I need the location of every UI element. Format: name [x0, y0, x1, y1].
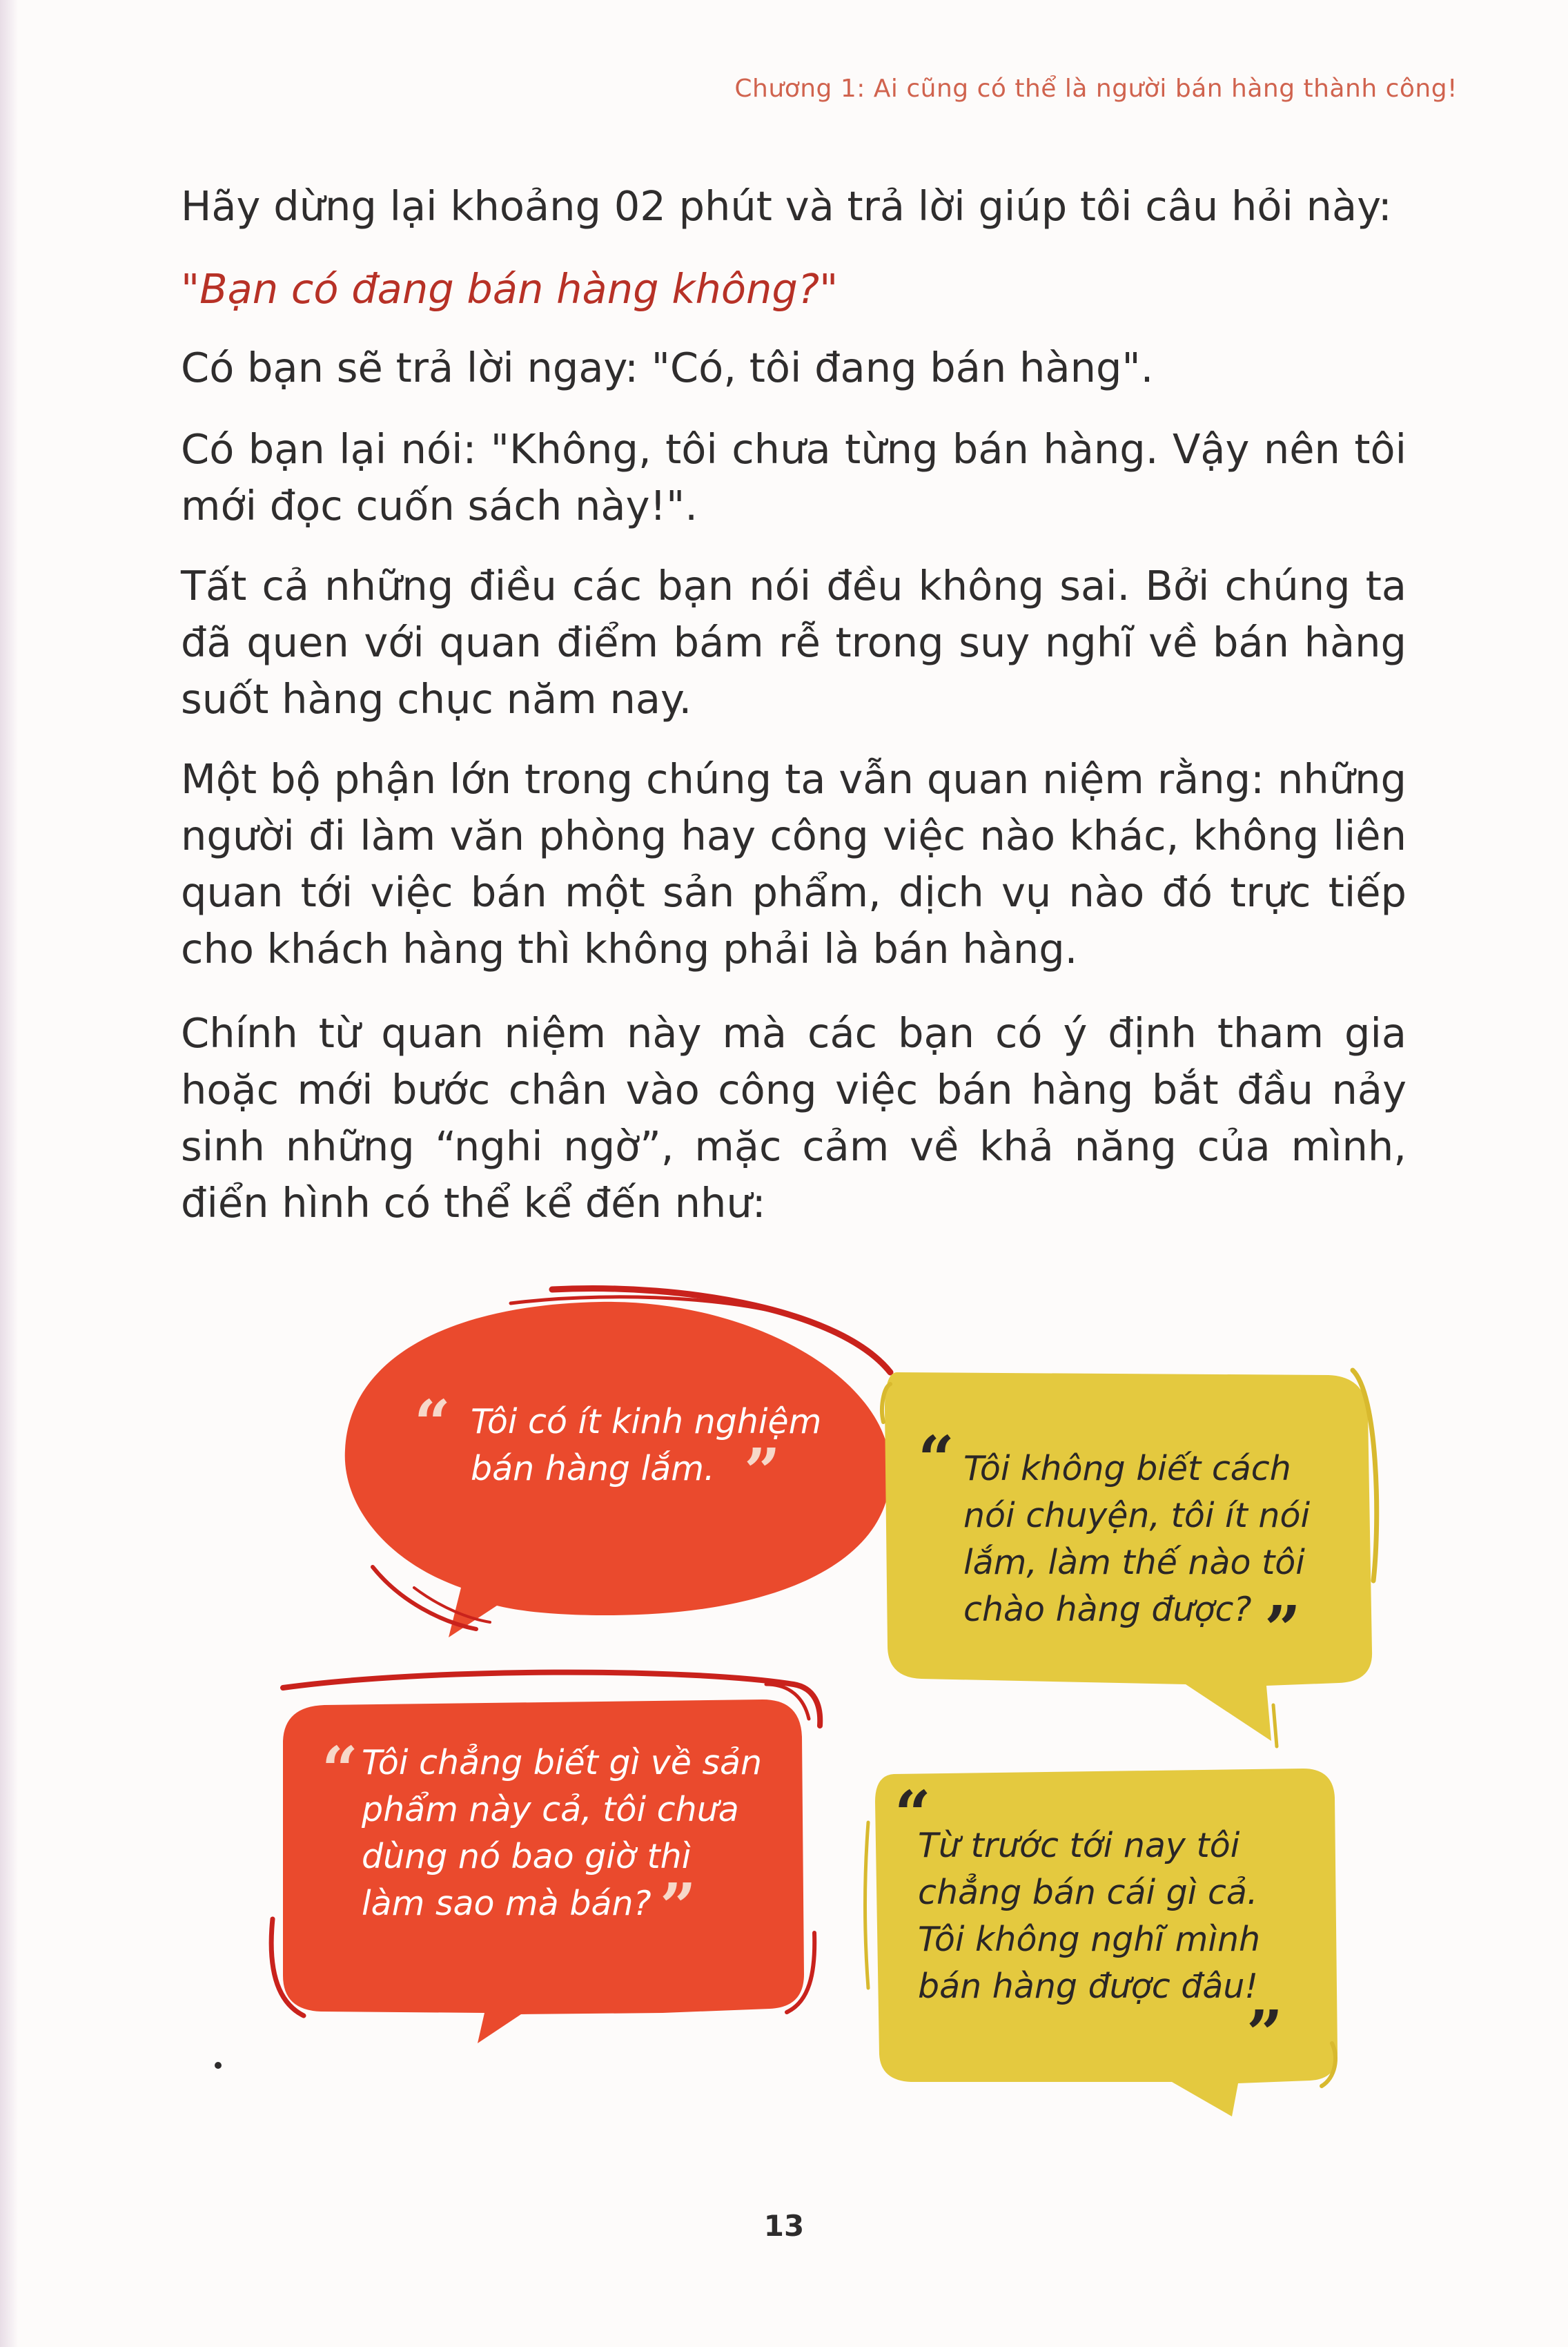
close-quote-icon: ”: [744, 1434, 781, 1509]
open-quote-icon: “: [322, 1733, 358, 1807]
page-number: 13: [763, 2209, 805, 2243]
close-quote-icon: ”: [1264, 1592, 1301, 1666]
paragraph-intro: Hãy dừng lại khoảng 02 phút và trả lời giúp tôi câu hỏi này:: [181, 182, 1392, 230]
open-quote-icon: “: [918, 1422, 954, 1497]
quote-experience: Tôi có ít kinh nghiệm bán hàng lắm.: [471, 1402, 822, 1488]
paragraph-answer-yes: Có bạn sẽ trả lời ngay: "Có, tôi đang bán hàng".: [181, 344, 1154, 391]
paragraph-misconception: Một bộ phận lớn trong chúng ta vẫn quan niệm rằng: những người đi làm văn phòng hay công việc nào khác, không liên quan tới việc bán một sản phẩm, dịch vụ nào đó trực tiếp cho khách hàng thì không phải là bán hàng.: [181, 755, 1407, 973]
open-quote-icon: “: [414, 1386, 451, 1461]
quote-never-sold: Từ trước tới nay tôi chẳng bán cái gì cả. Tôi không nghĩ mình bán hàng được đâu!: [918, 1826, 1261, 2006]
paragraph-doubts: Chính từ quan niệm này mà các bạn có ý định tham gia hoặc mới bước chân vào công việc bán hàng bắt đầu nảy sinh những “nghi ngờ”, mặc cảm về khả năng của mình, điển hình có thể kể đến như:: [181, 1009, 1407, 1227]
paragraph-explanation: Tất cả những điều các bạn nói đều không sai. Bởi chúng ta đã quen với quan điểm bám rễ trong suy nghĩ về bán hàng suốt hàng chục năm nay.: [181, 562, 1407, 723]
close-quote-icon: ”: [1246, 1996, 1283, 2071]
quote-conversation: Tôi không biết cách nói chuyện, tôi ít nói lắm, làm thế nào tôi chào hàng được?: [963, 1449, 1311, 1629]
running-head: Chương 1: Ai cũng có thể là người bán hàng thành công!: [734, 75, 1458, 103]
open-quote-icon: “: [894, 1777, 931, 1851]
ink-dot: [215, 2062, 222, 2069]
close-quote-icon: ”: [660, 1869, 696, 1944]
quote-product-knowledge: Tôi chẳng biết gì về sản phẩm này cả, tôi chưa dùng nó bao giờ thì làm sao mà bán?: [362, 1743, 763, 1923]
paragraph-question: "Bạn có đang bán hàng không?": [181, 265, 839, 313]
paragraph-answer-no: Có bạn lại nói: "Không, tôi chưa từng bán hàng. Vậy nên tôi mới đọc cuốn sách này!".: [181, 425, 1407, 529]
